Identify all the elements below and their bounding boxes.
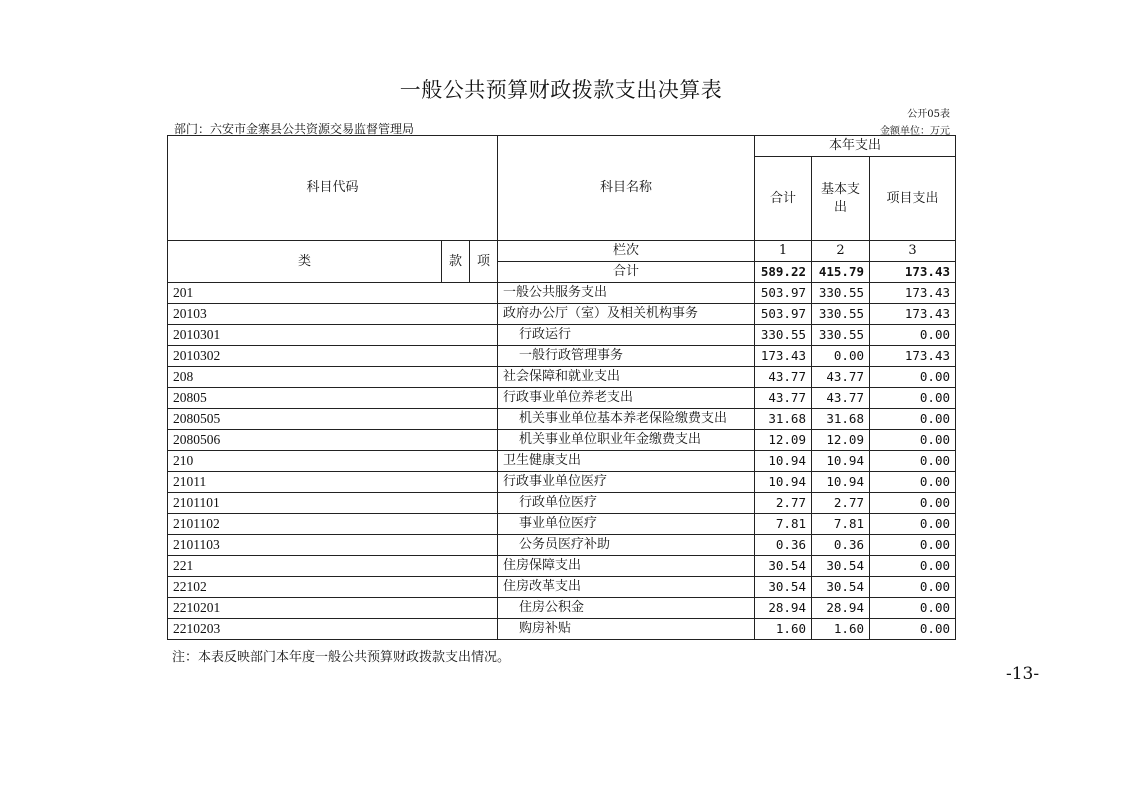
row-project: 0.00 (870, 451, 956, 472)
header-total: 合计 (755, 157, 812, 241)
row-code: 2080506 (168, 430, 498, 451)
row-project: 0.00 (870, 556, 956, 577)
header-xiang: 项 (470, 241, 498, 283)
table-row (168, 430, 956, 451)
table-row (168, 325, 956, 346)
row-basic: 330.55 (812, 304, 870, 325)
row-total: 173.43 (755, 346, 812, 367)
row-code: 20103 (168, 304, 498, 325)
sum-project: 173.43 (870, 262, 956, 283)
row-project: 0.00 (870, 535, 956, 556)
row-project: 0.00 (870, 388, 956, 409)
row-project: 173.43 (870, 346, 956, 367)
row-total: 7.81 (755, 514, 812, 535)
header-subject-code: 科目代码 (168, 136, 498, 241)
row-project: 0.00 (870, 493, 956, 514)
row-project: 173.43 (870, 283, 956, 304)
row-name: 购房补贴 (498, 619, 755, 640)
row-name: 住房改革支出 (498, 577, 755, 598)
row-code: 2101102 (168, 514, 498, 535)
table-row (168, 367, 956, 388)
row-project: 0.00 (870, 367, 956, 388)
row-name: 机关事业单位基本养老保险缴费支出 (498, 409, 755, 430)
table-row (168, 304, 956, 325)
row-name: 政府办公厅（室）及相关机构事务 (498, 304, 755, 325)
row-project: 0.00 (870, 472, 956, 493)
page-title: 一般公共预算财政拨款支出决算表 (399, 78, 723, 102)
row-name: 行政事业单位养老支出 (498, 388, 755, 409)
row-total: 30.54 (755, 556, 812, 577)
row-basic: 30.54 (812, 577, 870, 598)
sum-label: 合计 (498, 262, 755, 283)
row-basic: 2.77 (812, 493, 870, 514)
row-name: 住房保障支出 (498, 556, 755, 577)
row-code: 2010301 (168, 325, 498, 346)
table-row (168, 283, 956, 304)
row-project: 0.00 (870, 409, 956, 430)
row-total: 503.97 (755, 283, 812, 304)
amount-unit: 金额单位：万元 (880, 126, 950, 137)
row-basic: 43.77 (812, 388, 870, 409)
row-code: 2101101 (168, 493, 498, 514)
row-name: 行政单位医疗 (498, 493, 755, 514)
row-name: 机关事业单位职业年金缴费支出 (498, 430, 755, 451)
header-col3: 3 (870, 241, 956, 262)
row-name: 卫生健康支出 (498, 451, 755, 472)
row-name: 一般公共服务支出 (498, 283, 755, 304)
row-total: 43.77 (755, 367, 812, 388)
row-code: 20805 (168, 388, 498, 409)
row-project: 0.00 (870, 598, 956, 619)
row-project: 0.00 (870, 619, 956, 640)
row-project: 0.00 (870, 430, 956, 451)
row-code: 22102 (168, 577, 498, 598)
row-basic: 7.81 (812, 514, 870, 535)
sum-basic: 415.79 (812, 262, 870, 283)
row-basic: 1.60 (812, 619, 870, 640)
table-row (168, 535, 956, 556)
table-note: 注：本表反映部门本年度一般公共预算财政拨款支出情况。 (172, 650, 511, 665)
row-total: 43.77 (755, 388, 812, 409)
row-basic: 10.94 (812, 451, 870, 472)
header-current-year: 本年支出 (755, 136, 956, 157)
row-code: 2101103 (168, 535, 498, 556)
row-code: 210 (168, 451, 498, 472)
header-kuan: 款 (442, 241, 470, 283)
row-total: 503.97 (755, 304, 812, 325)
row-total: 0.36 (755, 535, 812, 556)
page-number: -13- (1006, 664, 1040, 684)
sum-total: 589.22 (755, 262, 812, 283)
row-name: 一般行政管理事务 (498, 346, 755, 367)
row-basic: 330.55 (812, 283, 870, 304)
table-row (168, 346, 956, 367)
department-label: 部门：六安市金寨县公共资源交易监督管理局 (174, 122, 415, 136)
row-project: 0.00 (870, 325, 956, 346)
row-basic: 28.94 (812, 598, 870, 619)
row-total: 31.68 (755, 409, 812, 430)
row-code: 2210203 (168, 619, 498, 640)
row-basic: 30.54 (812, 556, 870, 577)
header-col1: 1 (755, 241, 812, 262)
header-subject-name: 科目名称 (498, 136, 755, 241)
row-code: 2210201 (168, 598, 498, 619)
row-name: 行政运行 (498, 325, 755, 346)
row-total: 2.77 (755, 493, 812, 514)
row-name: 公务员医疗补助 (498, 535, 755, 556)
row-project: 0.00 (870, 577, 956, 598)
header-column-seq: 栏次 (498, 241, 755, 262)
table-row (168, 577, 956, 598)
row-basic: 0.36 (812, 535, 870, 556)
row-basic: 0.00 (812, 346, 870, 367)
row-project: 173.43 (870, 304, 956, 325)
row-total: 1.60 (755, 619, 812, 640)
row-code: 201 (168, 283, 498, 304)
row-name: 事业单位医疗 (498, 514, 755, 535)
table-row (168, 472, 956, 493)
row-total: 12.09 (755, 430, 812, 451)
row-total: 330.55 (755, 325, 812, 346)
row-basic: 31.68 (812, 409, 870, 430)
row-basic: 10.94 (812, 472, 870, 493)
row-total: 28.94 (755, 598, 812, 619)
row-name: 行政事业单位医疗 (498, 472, 755, 493)
table-row (168, 514, 956, 535)
row-code: 221 (168, 556, 498, 577)
header-col2: 2 (812, 241, 870, 262)
table-row (168, 556, 956, 577)
header-lei: 类 (168, 241, 442, 283)
row-basic: 330.55 (812, 325, 870, 346)
table-row (168, 388, 956, 409)
header-project: 项目支出 (870, 157, 956, 241)
header-basic: 基本支出 (812, 157, 870, 241)
row-total: 10.94 (755, 472, 812, 493)
row-name: 住房公积金 (498, 598, 755, 619)
expenditure-table (167, 135, 956, 640)
row-project: 0.00 (870, 514, 956, 535)
row-code: 2010302 (168, 346, 498, 367)
table-row (168, 598, 956, 619)
row-name: 社会保障和就业支出 (498, 367, 755, 388)
row-total: 30.54 (755, 577, 812, 598)
row-code: 208 (168, 367, 498, 388)
row-code: 21011 (168, 472, 498, 493)
table-row (168, 451, 956, 472)
table-row (168, 619, 956, 640)
row-basic: 43.77 (812, 367, 870, 388)
row-total: 10.94 (755, 451, 812, 472)
table-row (168, 493, 956, 514)
table-row (168, 409, 956, 430)
form-number: 公开05表 (907, 109, 950, 120)
row-basic: 12.09 (812, 430, 870, 451)
row-code: 2080505 (168, 409, 498, 430)
